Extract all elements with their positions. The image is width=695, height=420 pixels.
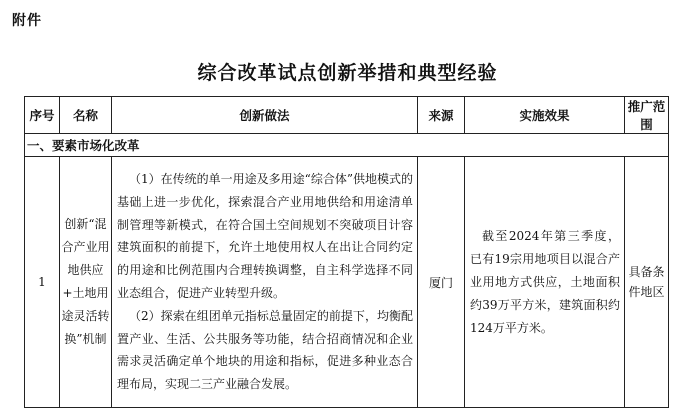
cell-source: 厦门 [418,157,465,408]
document-title: 综合改革试点创新举措和典型经验 [197,62,498,84]
header-method: 创新做法 [112,97,418,134]
table-header-row [25,97,669,134]
table-row [25,157,669,408]
cell-seq: 1 [25,157,60,408]
section-row [25,134,669,157]
method-paragraph-2: （2）探索在组团单元指标总量固定的前提下，均衡配置产业、生活、公共服务等功能，结合招商情况和企业需求灵活确定单个地块的用途和指标，促进多种业态合理布局，实现二三产业融合发展。 [117,308,413,392]
header-seq: 序号 [25,97,60,134]
header-effect: 实施效果 [465,97,625,134]
section-title: 一、要素市场化改革 [25,134,669,157]
header-name: 名称 [60,97,112,134]
header-source: 来源 [418,97,465,134]
cell-scope: 具备条件地区 [625,157,669,408]
attachment-label: 附件 [12,13,42,29]
method-paragraph-1: （1）在传统的单一用途及多用途“综合体”供地模式的基础上进一步优化，探索混合产业用地供给和用途清单制管理等新模式，在符合国土空间规划不突破项目计容建筑面积的前提下，允许土地使用权人在出让合同约定的用途和比例范围内合理转换调整，自主科学选择不同业态组合，促进产业转型升级。 [117,172,413,300]
cell-method [112,157,418,408]
cell-name: 创新“混合产业用地供应+土地用途灵活转换”机制 [60,157,112,408]
cell-effect: 截至2024年第三季度，已有19宗用地项目以混合产业用地方式供应，土地面积约39万平方米，建筑面积约124万平方米。 [465,157,625,408]
header-scope: 推广范围 [625,97,669,134]
measures-table [24,96,669,408]
